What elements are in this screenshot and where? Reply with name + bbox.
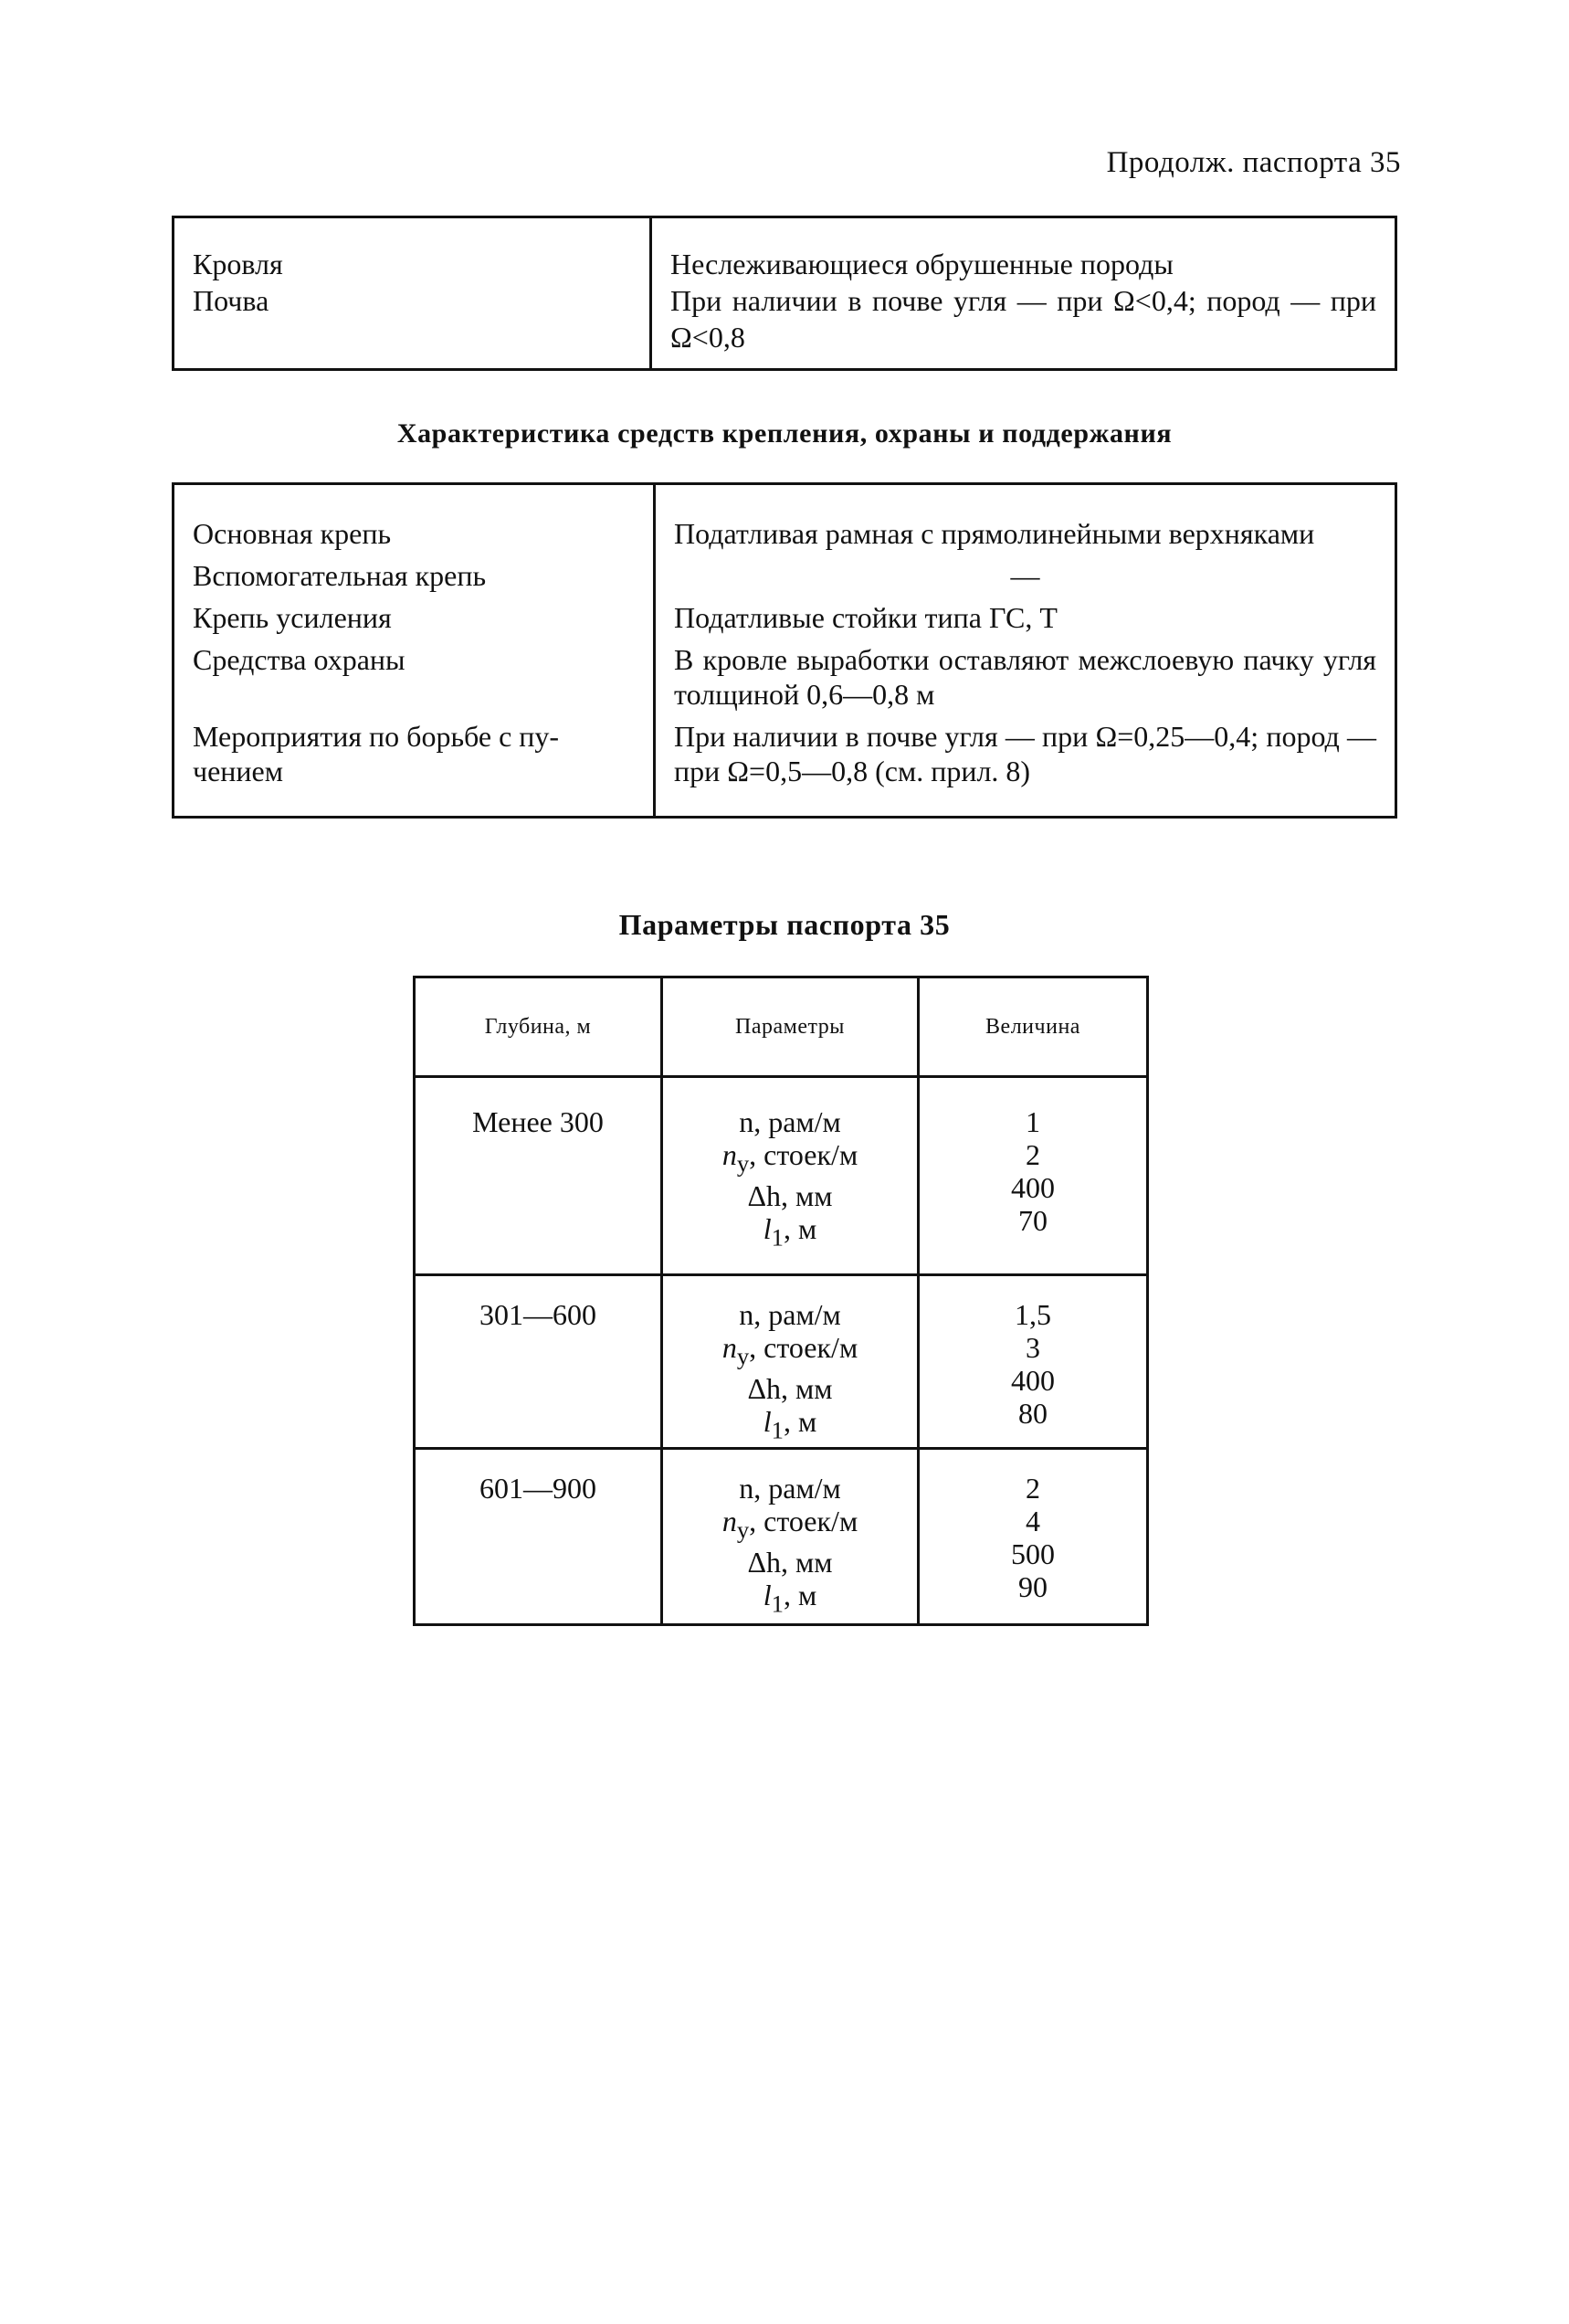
- value: 2: [1026, 1138, 1040, 1171]
- depth-cell: Менее 300: [415, 1077, 662, 1275]
- column-header-parameters: Параметры: [662, 977, 919, 1077]
- row-label: Мероприятия по борьбе с пучением: [174, 719, 655, 818]
- row-value: Податливая рамная с прямолинейными верхняками: [674, 517, 1315, 550]
- value: 2: [1026, 1471, 1040, 1505]
- depth-cell: 601—900: [415, 1448, 662, 1624]
- row-value: При наличии в почве угля — при Ω=0,25—0,4; пород — при Ω=0,5—0,8 (см. прил. 8): [674, 720, 1376, 787]
- row-label: Основная крепь: [174, 484, 655, 559]
- row-label: Средства охраны: [174, 642, 655, 719]
- section-title: Параметры паспорта 35: [618, 908, 951, 941]
- table-row: [415, 1448, 1148, 1624]
- table-row: [415, 1077, 1148, 1275]
- values-cell: [919, 1448, 1148, 1624]
- value: 500: [1011, 1537, 1055, 1570]
- value: 400: [1011, 1171, 1055, 1204]
- row-value: При наличии в почве угля — при Ω<0,4; пород — при Ω<0,8: [670, 284, 1376, 354]
- row-value: Неслеживающиеся обрушенные породы: [670, 248, 1174, 280]
- roof-floor-table: [172, 216, 1397, 371]
- row-value: —: [1010, 559, 1040, 592]
- param-label: $n_у$, стоек/м: [721, 1138, 858, 1178]
- param-label: Δh, мм: [747, 1546, 833, 1579]
- param-label: n, рам/м: [739, 1105, 841, 1138]
- value: 1,5: [1015, 1298, 1051, 1331]
- row-value: Податливые стойки типа ГС, Т: [674, 601, 1058, 634]
- param-label: Δh, мм: [747, 1372, 833, 1406]
- column-header-value: Величина: [919, 977, 1148, 1077]
- param-label: n, рам/м: [739, 1298, 841, 1331]
- params-cell: [662, 1077, 919, 1275]
- row-label: Вспомогательная крепь: [174, 558, 655, 600]
- page-header: Продолж. паспорта 35: [1106, 146, 1401, 179]
- params-cell: [662, 1448, 919, 1624]
- row-value: В кровле выработки оставляют межслоевую пачку угля толщиной 0,6—0,8 м: [674, 643, 1376, 711]
- row-label: Почва: [193, 284, 269, 317]
- value: 4: [1026, 1504, 1040, 1537]
- params-cell: [662, 1275, 919, 1449]
- param-label: $l_1$, м: [763, 1579, 817, 1618]
- value: 80: [1018, 1397, 1048, 1430]
- param-label: $n_у$, стоек/м: [721, 1504, 858, 1544]
- table-row: [174, 558, 1396, 600]
- table-row: [415, 1275, 1148, 1449]
- table-row: [174, 642, 1396, 719]
- table-row: [174, 600, 1396, 642]
- value: 70: [1018, 1204, 1048, 1237]
- param-label: n, рам/м: [739, 1471, 841, 1505]
- value: 400: [1011, 1364, 1055, 1397]
- value: 3: [1026, 1331, 1040, 1364]
- values-cell: [919, 1275, 1148, 1449]
- support-characteristics-table: [172, 482, 1397, 819]
- table-row: [174, 484, 1396, 559]
- passport-parameters-table: [413, 976, 1149, 1626]
- param-label: $l_1$, м: [763, 1405, 817, 1444]
- table-row: [174, 217, 1396, 370]
- param-label: Δh, мм: [747, 1179, 833, 1213]
- param-label: $l_1$, м: [763, 1212, 817, 1252]
- row-label: Кровля: [193, 248, 283, 280]
- column-header-depth: Глубина, м: [415, 977, 662, 1077]
- value: 1: [1026, 1105, 1040, 1138]
- section-title: Характеристика средств крепления, охраны и поддержания: [396, 418, 1173, 449]
- depth-cell: 301—600: [415, 1275, 662, 1449]
- values-cell: [919, 1077, 1148, 1275]
- row-values-cell: [651, 217, 1396, 370]
- table-header-row: [415, 977, 1148, 1077]
- table-row: [174, 719, 1396, 818]
- param-label: $n_у$, стоек/м: [721, 1331, 858, 1370]
- row-label: Крепь усиления: [174, 600, 655, 642]
- value: 90: [1018, 1569, 1048, 1603]
- row-labels-cell: [174, 217, 651, 370]
